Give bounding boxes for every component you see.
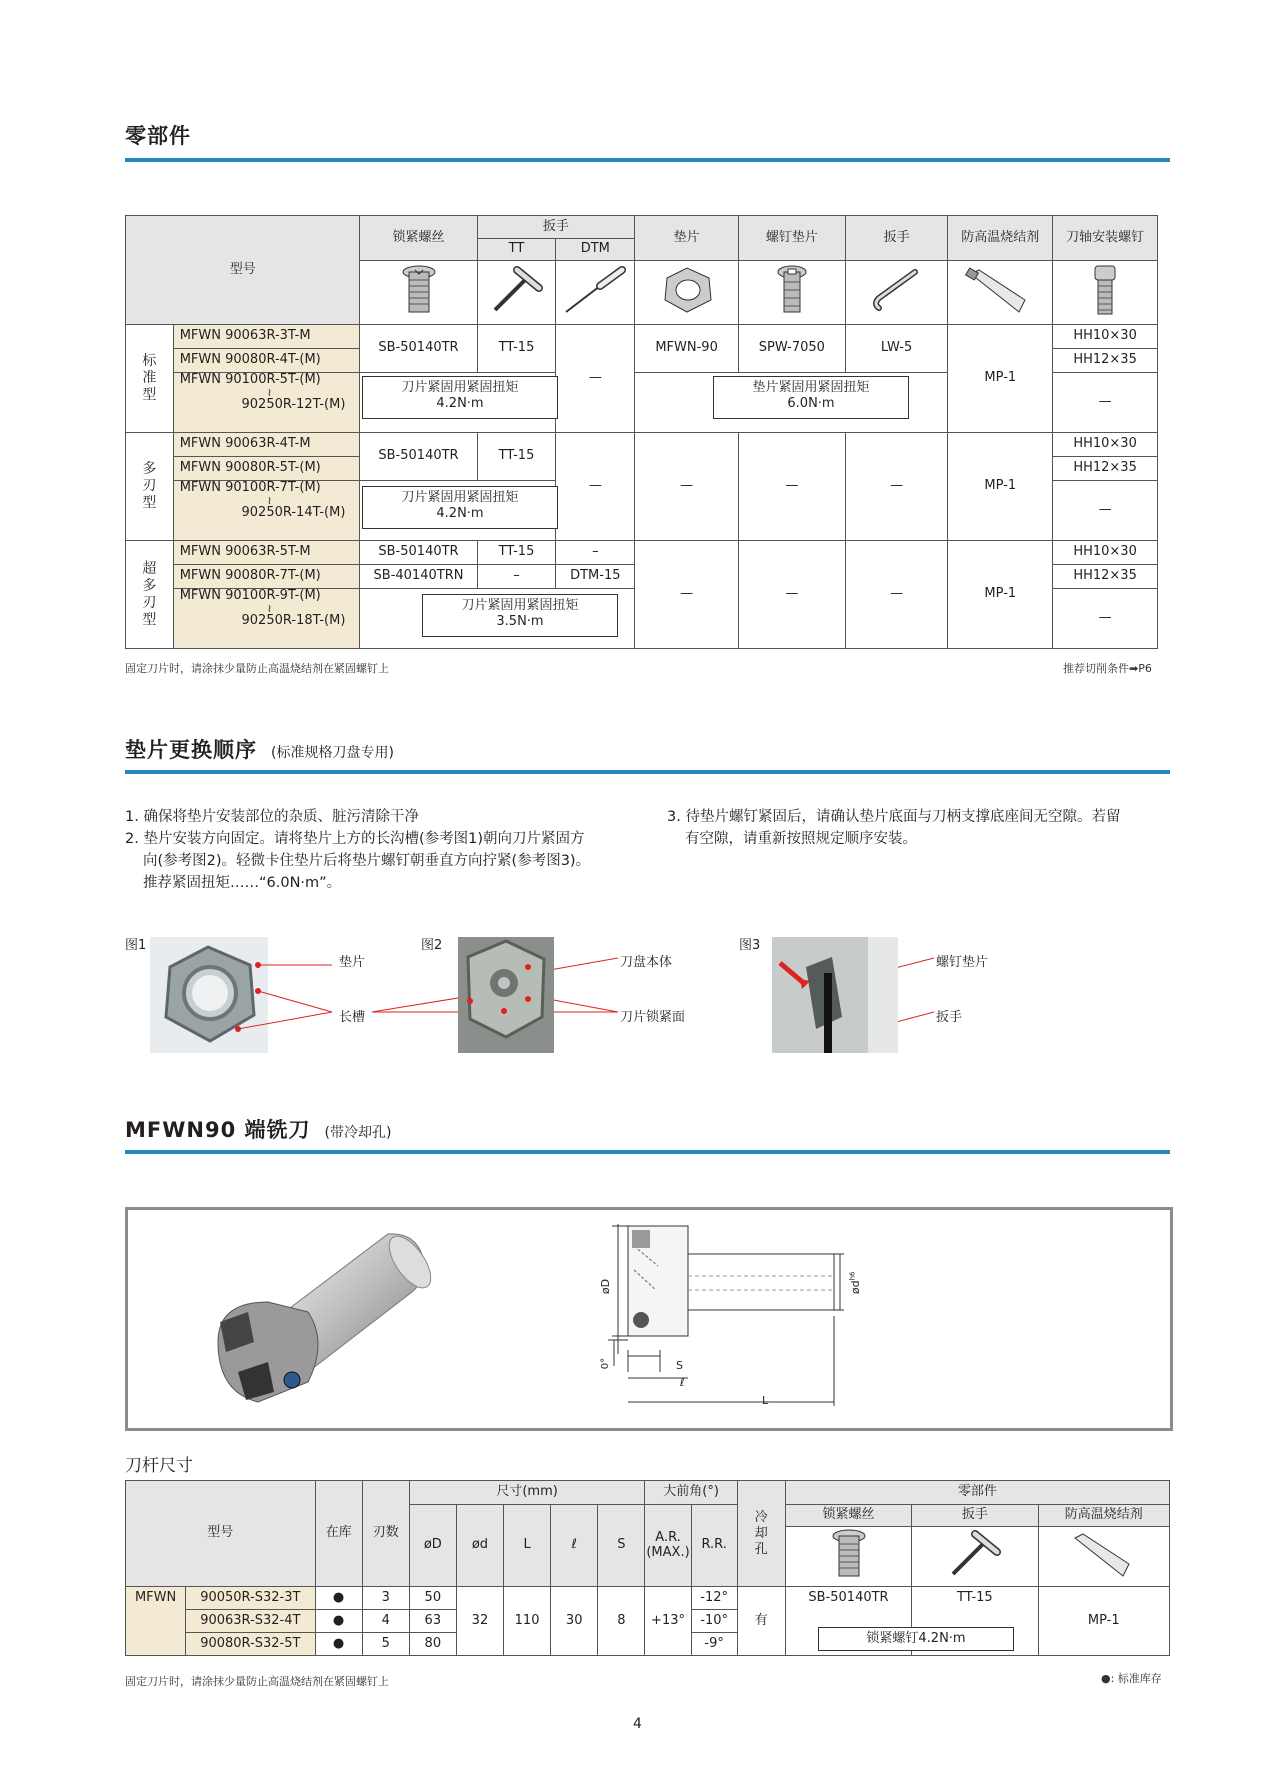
rr-cell: -12° (691, 1587, 737, 1610)
header-shim: 垫片 (635, 216, 739, 261)
dim-d: $ød^{h6}$ (848, 1271, 863, 1295)
header-anti-seize: 防高温烧结剂 (948, 216, 1053, 261)
tt-cell: – (477, 565, 556, 589)
header-wrench-2: 扳手 (845, 216, 948, 261)
header-ar: A.R. (MAX.) (645, 1505, 691, 1587)
arbor-cell: HH12×35 (1053, 349, 1158, 373)
model-cell: MFWN 90063R-4T-M (173, 433, 360, 457)
model-cell: 90063R-S32-4T (186, 1610, 315, 1633)
arbor-cell: HH10×30 (1053, 541, 1158, 565)
instructions-right: 3. 待垫片螺钉紧固后，请确认垫片底面与刀柄支撑底座间无空隙。若留 有空隙，请重新按照规定顺序安装。 (667, 809, 1121, 847)
header-rr: R.R. (691, 1505, 737, 1587)
model-cell: 90080R-S32-5T (186, 1633, 315, 1656)
ar-cell: +13° (645, 1587, 691, 1656)
torque-box-ultra-insert: 刀片紧固用紧固扭矩 3.5N·m (422, 594, 618, 637)
section-title-parts: 零部件 (125, 124, 191, 148)
shim-screw-cell: SPW-7050 (738, 325, 845, 373)
header-l: ℓ (551, 1505, 598, 1587)
header-shim-screw: 螺钉垫片 (738, 216, 845, 261)
stock-cell: ● (315, 1633, 362, 1656)
screw-cell: SB-50140TR (785, 1587, 911, 1656)
header-locking-screw: 锁紧螺丝 (360, 216, 477, 261)
note-anti-seize: 固定刀片时，请涂抹少量防止高温烧结剂在紧固螺钉上 (125, 1675, 389, 1688)
tool-illustration-frame (125, 1207, 1173, 1431)
arbor-cell: HH12×35 (1053, 565, 1158, 589)
note-anti-seize: 固定刀片时，请涂抹少量防止高温烧结剂在紧固螺钉上 (125, 662, 389, 675)
stock-cell: ● (315, 1610, 362, 1633)
model-cell: MFWN 90063R-5T-M (173, 541, 360, 565)
header-wrench: 扳手 (912, 1505, 1038, 1527)
model-cell: 90050R-S32-3T (186, 1587, 315, 1610)
group-label-standard: 标准型 (126, 325, 174, 433)
anti-seize-cell: MP-1 (1038, 1587, 1169, 1656)
anti-seize-tube-icon (1038, 1527, 1169, 1587)
header-dtm: DTM (556, 239, 635, 261)
rr-cell: -9° (691, 1633, 737, 1656)
header-S: S (598, 1505, 645, 1587)
header-D: øD (409, 1505, 456, 1587)
section-title-holder-dimensions: 刀杆尺寸 (125, 1456, 193, 1476)
header-rake-angle: 大前角(°) (645, 1481, 737, 1505)
model-prefix: MFWN (126, 1587, 186, 1656)
header-L: L (504, 1505, 551, 1587)
header-arbor-screw: 刀轴安装螺钉 (1053, 216, 1158, 261)
D-cell: 50 (409, 1587, 456, 1610)
D-cell: 63 (409, 1610, 456, 1633)
wrench-cell: — (845, 433, 948, 541)
dim-D: øD (599, 1278, 613, 1295)
model-range-cell: MFWN 90100R-5T-(M) ≀ 90250R-12T-(M) (173, 373, 360, 433)
dtm-cell: — (556, 433, 635, 541)
tt-cell: TT-15 (477, 433, 556, 481)
dtm-cell: — (556, 325, 635, 433)
arbor-cell: HH10×30 (1053, 325, 1158, 349)
model-range-cell: MFWN 90100R-7T-(M) ≀ 90250R-14T-(M) (173, 481, 360, 541)
link-cutting-conditions[interactable]: 推荐切削条件➡P6 (1063, 662, 1152, 675)
dim-angle: 0° (600, 1357, 612, 1370)
screw-cell: SB-50140TR (360, 325, 477, 373)
S-cell: 8 (598, 1587, 645, 1656)
header-locking-screw: 锁紧螺丝 (785, 1505, 911, 1527)
torque-box-holder: 锁紧螺钉4.2N·m (818, 1627, 1014, 1651)
header-tt: TT (477, 239, 556, 261)
shim-screw-cell: — (738, 433, 845, 541)
figure-3-caption: 图3 (739, 938, 761, 953)
header-model: 型号 (126, 1481, 316, 1587)
shim-cell: — (635, 541, 739, 649)
anti-seize-cell: MP-1 (948, 433, 1053, 541)
dim-l: ℓ (680, 1376, 685, 1389)
header-anti-seize: 防高温烧结剂 (1038, 1505, 1169, 1527)
dim-S: S (676, 1359, 683, 1372)
figure-2-label-body: 刀盘本体 (620, 955, 673, 970)
tt-cell: TT-15 (477, 325, 556, 373)
model-cell: MFWN 90080R-4T-(M) (173, 349, 360, 373)
wrench-cell: TT-15 (912, 1587, 1038, 1656)
d-cell: 32 (456, 1587, 503, 1656)
anti-seize-cell: MP-1 (948, 325, 1053, 433)
arbor-cell: — (1053, 481, 1158, 541)
header-parts: 零部件 (785, 1481, 1169, 1505)
torque-box-multi-insert: 刀片紧固用紧固扭矩 4.2N·m (362, 486, 558, 529)
shim-screw-cell: — (738, 541, 845, 649)
arbor-cell: — (1053, 373, 1158, 433)
rr-cell: -10° (691, 1610, 737, 1633)
header-coolant: 冷却孔 (737, 1481, 785, 1587)
legend-standard-stock: ●: 标准库存 (1101, 1672, 1162, 1685)
section-title-shim-replacement: 垫片更换顺序 (标准规格刀盘专用) (125, 738, 394, 762)
torque-box-std-shim: 垫片紧固用紧固扭矩 6.0N·m (713, 376, 909, 419)
figure-3-wrench-photo (772, 937, 898, 1053)
page-number: 4 (633, 1716, 642, 1732)
model-cell: MFWN 90080R-7T-(M) (173, 565, 360, 589)
figure-3-label-wrench: 扳手 (936, 1010, 963, 1025)
torque-box-std-insert: 刀片紧固用紧固扭矩 4.2N·m (362, 376, 558, 419)
instructions-left: 1. 确保将垫片安装部位的杂质、脏污清除干净 2. 垫片安装方向固定。请将垫片上方的长沟槽(参考图1)朝向刀片紧固方 向(参考图2)。轻微卡住垫片后将垫片螺钉朝垂直方向拧紧(参考图3)。 推荐紧固扭矩……“6.0N·m”。 (125, 809, 591, 891)
l-cell: 30 (551, 1587, 598, 1656)
figure-3-label-shim-screw: 螺钉垫片 (936, 955, 989, 970)
dtm-cell: – (556, 541, 635, 565)
wrench-cell: LW-5 (845, 325, 948, 373)
wrench-cell: — (845, 541, 948, 649)
teeth-cell: 4 (362, 1610, 409, 1633)
figure-1-label-groove: 长槽 (339, 1010, 366, 1025)
dtm-cell: DTM-15 (556, 565, 635, 589)
dim-L: L (762, 1394, 769, 1407)
figure-1-caption: 图1 (125, 938, 147, 953)
header-model: 型号 (126, 216, 360, 325)
model-range-cell: MFWN 90100R-9T-(M) ≀ 90250R-18T-(M) (173, 589, 360, 649)
teeth-cell: 3 (362, 1587, 409, 1610)
header-wrench: 扳手 (477, 216, 635, 239)
group-label-multi: 多刃型 (126, 433, 174, 541)
locking-screw-icon (785, 1527, 911, 1587)
L-cell: 110 (504, 1587, 551, 1656)
group-label-ultra: 超多刃型 (126, 541, 174, 649)
screw-cell: SB-40140TRN (360, 565, 477, 589)
header-dimensions: 尺寸(mm) (409, 1481, 645, 1505)
end-mill-dimension-drawing (588, 1216, 1048, 1426)
section-title-end-mill: MFWN90 端铣刀 (带冷却孔) (125, 1118, 392, 1142)
coolant-cell: 有 (737, 1587, 785, 1656)
arbor-cell: — (1053, 589, 1158, 649)
figure-2-body-photo (458, 937, 554, 1053)
tt-cell: TT-15 (477, 541, 556, 565)
arbor-cell: HH12×35 (1053, 457, 1158, 481)
t-wrench-icon (912, 1527, 1038, 1587)
screw-cell: SB-50140TR (360, 541, 477, 565)
model-cell: MFWN 90080R-5T-(M) (173, 457, 360, 481)
header-d: ød (456, 1505, 503, 1587)
arbor-cell: HH10×30 (1053, 433, 1158, 457)
D-cell: 80 (409, 1633, 456, 1656)
section-rule (125, 1150, 1170, 1154)
anti-seize-cell: MP-1 (948, 541, 1053, 649)
figure-1-label-shim: 垫片 (339, 955, 366, 970)
model-cell: MFWN 90063R-3T-M (173, 325, 360, 349)
screw-cell: SB-50140TR (360, 433, 477, 481)
header-stock: 在库 (315, 1481, 362, 1587)
shim-cell: MFWN-90 (635, 325, 739, 373)
end-mill-photo (188, 1222, 448, 1422)
stock-cell: ● (315, 1587, 362, 1610)
header-teeth: 刃数 (362, 1481, 409, 1587)
figure-2-caption: 图2 (421, 938, 443, 953)
figure-2-label-locking-face: 刀片锁紧面 (620, 1010, 686, 1025)
teeth-cell: 5 (362, 1633, 409, 1656)
shim-cell: — (635, 433, 739, 541)
